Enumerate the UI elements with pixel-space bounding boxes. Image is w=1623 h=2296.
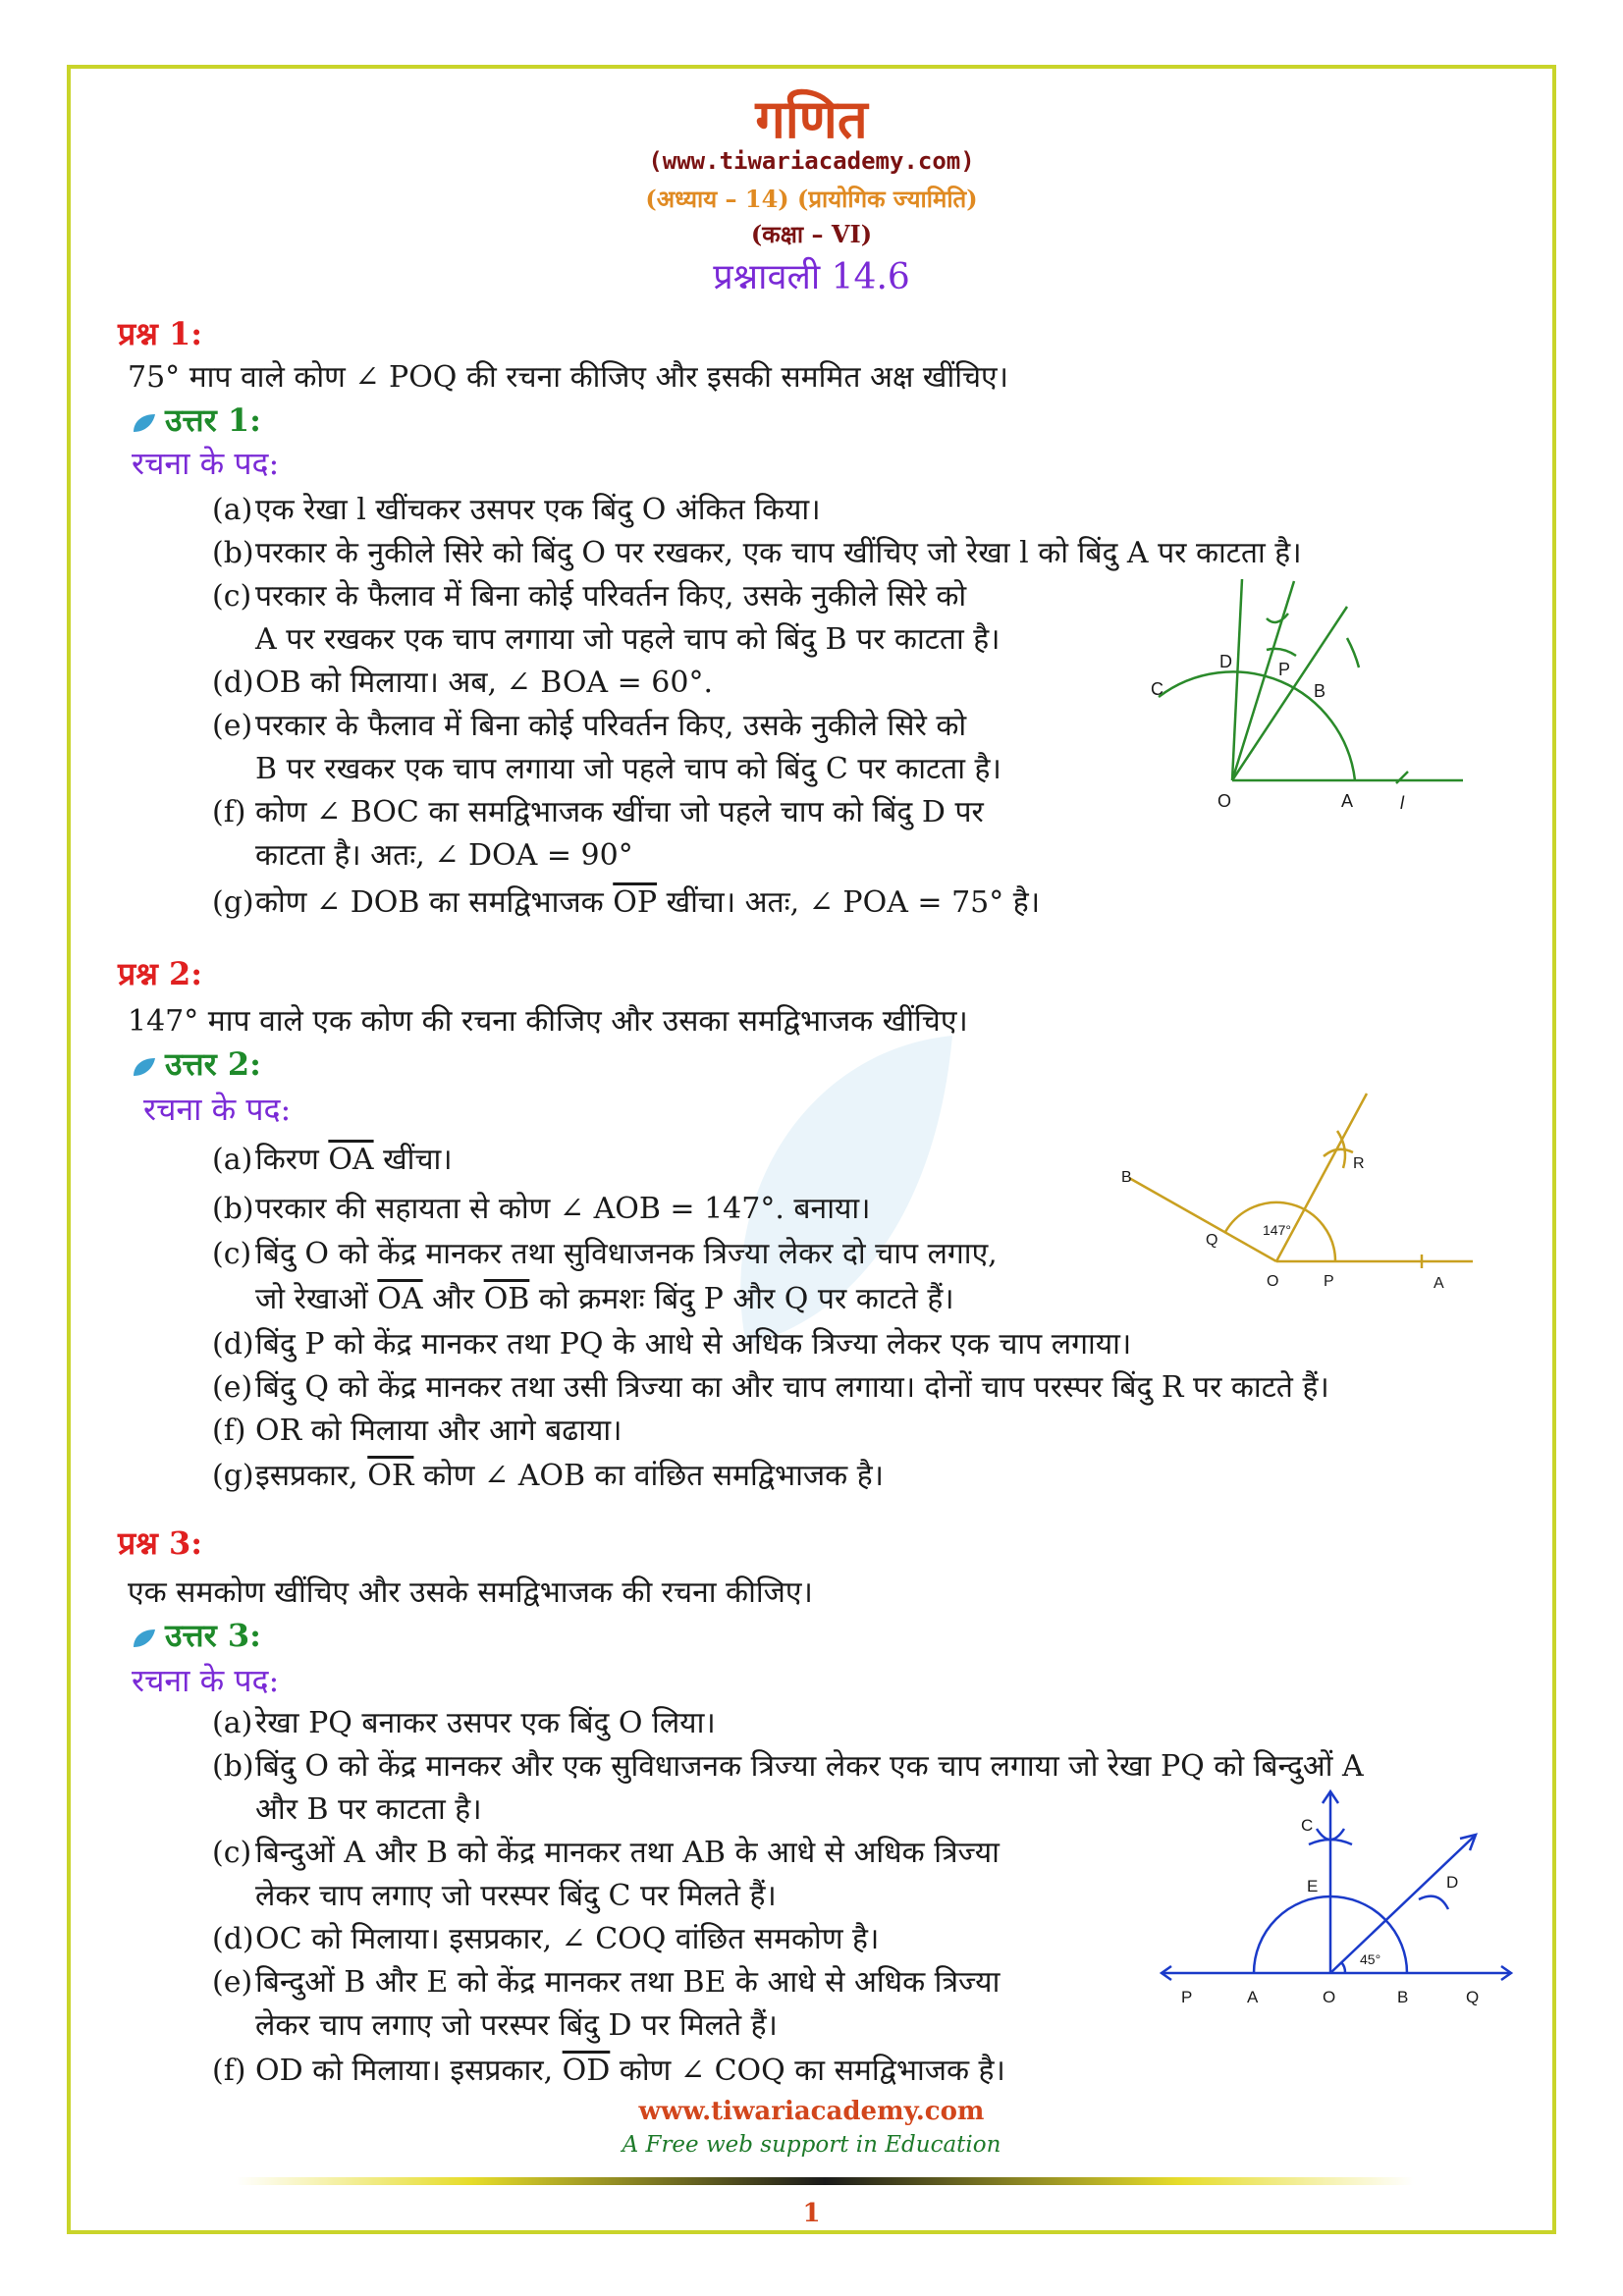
- step-label: (e): [212, 1370, 253, 1405]
- step-label: (c): [212, 1237, 252, 1271]
- steps-heading-2: रचना के पद:: [143, 1091, 292, 1128]
- step-label: (g): [212, 1459, 254, 1493]
- arc-mark-1: [1267, 614, 1288, 622]
- segment-or: $\overline{OR}$: [367, 1459, 414, 1493]
- q1-step-c-cont: A पर रखकर एक चाप लगाया जो पहले चाप को बिंदु B पर काटता है।: [255, 622, 1001, 657]
- step-label: (a): [212, 1706, 253, 1740]
- label-a: A: [1341, 791, 1354, 811]
- step-text: OB को मिलाया। अब, ∠ BOA = 60°.: [255, 666, 713, 700]
- step-text: बिंदु O को केंद्र मानकर तथा सुविधाजनक त्रिज्या लेकर दो चाप लगाए,: [255, 1237, 998, 1271]
- question-3-label: प्रश्न 3:: [118, 1524, 203, 1562]
- step-text: बिंदु P को केंद्र मानकर तथा PQ के आधे से अधिक त्रिज्या लेकर एक चाप लगाया।: [255, 1327, 1132, 1362]
- q3-step-a: [212, 1702, 716, 1745]
- arc-d: [1419, 1896, 1448, 1909]
- step-text: रेखा PQ बनाकर उसपर एक बिंदु O लिया।: [255, 1706, 716, 1740]
- label-p: P: [1278, 660, 1291, 679]
- step-label: (b): [212, 1749, 254, 1784]
- segment-oa: $\overline{OA}$: [328, 1143, 374, 1177]
- arc-mark-3: [1347, 638, 1359, 667]
- label-o: O: [1267, 1273, 1279, 1290]
- segment-ob: $\overline{OB}$: [483, 1282, 530, 1316]
- step-label: (a): [212, 1143, 253, 1177]
- question-2-label: प्रश्न 2:: [118, 955, 203, 992]
- segment-od: $\overline{OD}$: [562, 2054, 611, 2088]
- step-text: को क्रमशः बिंदु P और Q पर काटते हैं।: [538, 1282, 954, 1316]
- arc-ae: [1254, 1896, 1330, 1973]
- label-q: Q: [1466, 1988, 1480, 2006]
- step-label: (a): [212, 493, 253, 527]
- figure-75-degree: [1119, 569, 1473, 825]
- step-label: (d): [212, 666, 254, 700]
- answer-2-text: उत्तर 2:: [165, 1045, 261, 1083]
- figure-right-angle: [1154, 1782, 1517, 2047]
- q3-step-e: [212, 1961, 1000, 2004]
- step-text: परकार के फैलाव में बिना कोई परिवर्तन किए, उसके नुकीले सिरे को: [255, 579, 967, 614]
- q1-step-d: [212, 662, 713, 705]
- step-label: (b): [212, 1192, 254, 1226]
- step-text: OD को मिलाया। इसप्रकार,: [255, 2054, 554, 2088]
- steps-heading-3: रचना के पद:: [132, 1662, 280, 1699]
- label-147: 147°: [1263, 1222, 1291, 1238]
- step-label: (c): [212, 579, 252, 614]
- label-c: C: [1301, 1816, 1314, 1835]
- label-q: Q: [1206, 1232, 1218, 1249]
- label-p: P: [1324, 1273, 1334, 1290]
- ray-ob: [1232, 607, 1347, 780]
- step-label: (e): [212, 1965, 253, 2000]
- step-label: (e): [212, 709, 253, 743]
- ray-od: [1330, 1837, 1474, 1973]
- q1-step-g: [212, 881, 1040, 925]
- figure-147-degree: [1109, 1080, 1483, 1306]
- q3-step-f: [212, 2050, 1005, 2093]
- label-o: O: [1323, 1988, 1336, 2006]
- label-p: P: [1181, 1988, 1193, 2006]
- question-1-label: प्रश्न 1:: [118, 315, 203, 352]
- q2-step-b: [212, 1188, 871, 1231]
- angle-45: [1341, 1962, 1345, 1973]
- label-b: B: [1397, 1988, 1409, 2006]
- answer-1-text: उत्तर 1:: [165, 401, 261, 439]
- label-b: B: [1121, 1169, 1132, 1186]
- q3-step-c: [212, 1832, 1000, 1875]
- step-label: (b): [212, 536, 254, 570]
- step-text: खींचा।: [383, 1143, 453, 1177]
- step-label: (f): [212, 2054, 246, 2088]
- label-e: E: [1307, 1877, 1319, 1896]
- label-d: D: [1219, 652, 1232, 671]
- arc-r-1: [1324, 1149, 1353, 1156]
- q2-step-c: [212, 1233, 998, 1276]
- label-r: R: [1353, 1155, 1365, 1172]
- segment-oa: $\overline{OA}$: [377, 1282, 423, 1316]
- q3-step-e-cont: लेकर चाप लगाए जो परस्पर बिंदु D पर मिलते हैं।: [255, 2008, 778, 2043]
- step-text: खींचा। अतः, ∠ POA = 75° है।: [666, 885, 1041, 920]
- answer-3-text: उत्तर 3:: [165, 1617, 261, 1654]
- ray-ob: [1129, 1178, 1276, 1261]
- step-text: एक रेखा l खींचकर उसपर एक बिंदु O अंकित किया।: [255, 493, 821, 527]
- q1-step-f-cont: काटता है। अतः, ∠ DOA = 90°: [255, 838, 633, 873]
- step-text: OC को मिलाया। इसप्रकार, ∠ COQ वांछित समकोण है।: [255, 1922, 880, 1956]
- q1-step-e-cont: B पर रखकर एक चाप लगाया जो पहले चाप को बिंदु C पर काटता है।: [255, 752, 1001, 786]
- page-number: 1: [802, 2199, 821, 2228]
- q2-step-e: [212, 1366, 1329, 1410]
- label-c: C: [1151, 679, 1163, 699]
- q1-step-a: [212, 489, 821, 532]
- answer-3-label: [132, 1614, 261, 1656]
- q2-step-f: [212, 1410, 622, 1453]
- step-label: (f): [212, 1414, 246, 1448]
- q1-step-e: [212, 705, 966, 748]
- class-heading: (कक्षा – VI): [750, 220, 873, 248]
- q1-step-f: [212, 791, 984, 834]
- step-text: और: [432, 1282, 475, 1316]
- leaf-logo-icon: [132, 1056, 157, 1078]
- label-d: D: [1446, 1873, 1459, 1892]
- q2-step-a: [212, 1139, 453, 1182]
- step-label: (f): [212, 795, 246, 829]
- step-text: बिन्दुओं A और B को केंद्र मानकर तथा AB के आधे से अधिक त्रिज्या: [255, 1836, 1000, 1870]
- step-text: बिन्दुओं B और E को केंद्र मानकर तथा BE के आधे से अधिक त्रिज्या: [255, 1965, 1001, 2000]
- leaf-logo-icon: [132, 1628, 157, 1649]
- step-label: (c): [212, 1836, 252, 1870]
- step-text: कोण ∠ COQ का समद्विभाजक है।: [619, 2054, 1005, 2088]
- step-text: कोण ∠ DOB का समद्विभाजक: [255, 885, 604, 920]
- question-3-text: एक समकोण खींचिए और उसके समद्विभाजक की रचना कीजिए।: [128, 1575, 813, 1610]
- q2-step-c-cont: [255, 1278, 954, 1321]
- step-text: किरण: [255, 1143, 319, 1177]
- step-text: परकार के फैलाव में बिना कोई परिवर्तन किए, उसके नुकीले सिरे को: [255, 709, 967, 743]
- label-o: O: [1217, 791, 1232, 811]
- step-text: जो रेखाओं: [255, 1282, 368, 1316]
- question-2-text: 147° माप वाले एक कोण की रचना कीजिए और उसका समद्विभाजक खींचिए।: [128, 1004, 968, 1039]
- step-text: बिंदु O को केंद्र मानकर और एक सुविधाजनक त्रिज्या लेकर एक चाप लगाया जो रेखा PQ को बिन्दुओं A: [255, 1749, 1364, 1784]
- question-1-text: 75° माप वाले कोण ∠ POQ की रचना कीजिए और इसकी सममित अक्ष खींचिए।: [128, 360, 1009, 395]
- footer-tagline: A Free web support in Education: [622, 2132, 1001, 2158]
- steps-heading-1: रचना के पद:: [132, 445, 280, 482]
- step-text: इसप्रकार,: [255, 1459, 358, 1493]
- step-label: (g): [212, 885, 254, 920]
- label-a: A: [1247, 1988, 1259, 2006]
- header-site: (www.tiwariacademy.com): [648, 147, 975, 175]
- label-l: l: [1400, 793, 1404, 813]
- label-a: A: [1434, 1275, 1444, 1292]
- leaf-logo-icon: [132, 412, 157, 434]
- step-text: परकार के नुकीले सिरे को बिंदु O पर रखकर, एक चाप खींचिए जो रेखा l को बिंदु A पर काटता है।: [255, 536, 1302, 570]
- footer-divider: [236, 2177, 1414, 2185]
- q1-step-c: [212, 575, 966, 618]
- label-45: 45°: [1360, 1951, 1381, 1967]
- q3-step-c-cont: लेकर चाप लगाए जो परस्पर बिंदु C पर मिलते हैं।: [255, 1879, 777, 1913]
- q3-step-b-cont: और B पर काटता है।: [255, 1792, 482, 1827]
- q2-step-d: [212, 1323, 1131, 1366]
- chapter-heading: (अध्याय – 14) (प्रायोगिक ज्यामिति): [645, 185, 978, 213]
- step-text: OR को मिलाया और आगे बढाया।: [255, 1414, 622, 1448]
- answer-1-label: [132, 399, 261, 441]
- step-text: बिंदु Q को केंद्र मानकर तथा उसी त्रिज्या का और चाप लगाया। दोनों चाप परस्पर बिंदु R पर काटते हैं।: [255, 1370, 1329, 1405]
- step-text: कोण ∠ BOC का समद्विभाजक खींचा जो पहले चाप को बिंदु D पर: [255, 795, 984, 829]
- step-text: परकार की सहायता से कोण ∠ AOB = 147°. बनाया।: [255, 1192, 871, 1226]
- q2-step-g: [212, 1455, 884, 1498]
- answer-2-label: [132, 1042, 261, 1085]
- step-label: (d): [212, 1327, 254, 1362]
- q3-step-d: [212, 1918, 879, 1961]
- label-b: B: [1314, 681, 1326, 701]
- segment-op: $\overline{OP}$: [613, 885, 658, 920]
- page-title: गणित: [755, 87, 868, 150]
- footer-site: www.tiwariacademy.com: [638, 2097, 985, 2126]
- step-text: कोण ∠ AOB का वांछित समद्विभाजक है।: [422, 1459, 885, 1493]
- step-label: (d): [212, 1922, 254, 1956]
- exercise-heading: प्रश्नावली 14.6: [713, 257, 910, 297]
